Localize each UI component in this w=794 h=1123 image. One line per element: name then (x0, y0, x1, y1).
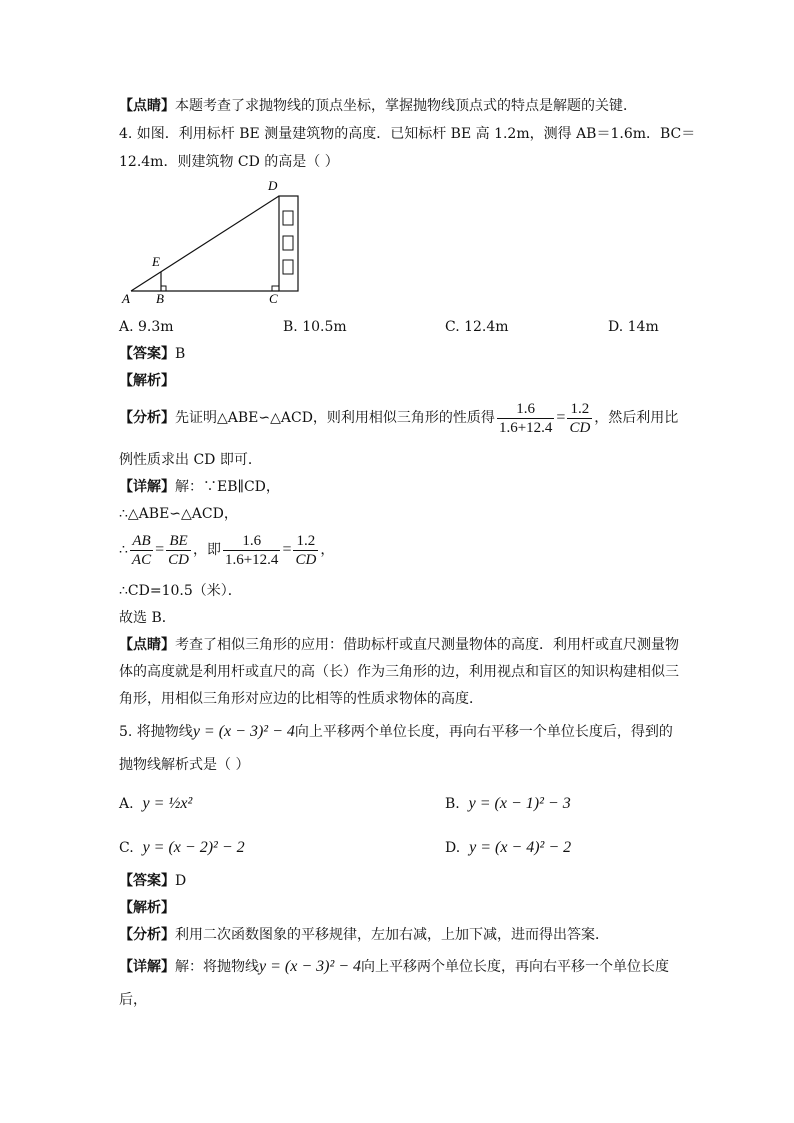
q4-step3: ∴CD=10.5（米）． (119, 583, 242, 599)
q5-answer: 【答案】D (119, 873, 187, 889)
q4-option-c: C. 12.4m (445, 319, 509, 335)
q4-fenxi-line2: 例性质求出 CD 即可． (119, 452, 262, 468)
fraction: $\frac{1.6}{1.6+12.4}$ (498, 400, 553, 436)
q5-option-d: D. y = (x − 4)² − 2 (445, 839, 572, 856)
q4-answer: 【答案】B (119, 346, 186, 362)
q4-analysis-tag: 【解析】 (119, 373, 175, 389)
tip-text: 本题考查了求抛物线的顶点坐标，掌握抛物线顶点式的特点是解题的关键． (175, 98, 637, 114)
q4-tip-line2: 体的高度就是利用杆或直尺的高（长）作为三角形的边，利用视点和盲区的知识构建相似三 (119, 664, 679, 680)
q4-option-a: A. 9.3m (119, 319, 174, 335)
q4-tip-line3: 角形，用相似三角形对应边的比相等的性质求物体的高度． (119, 691, 483, 707)
q5-fenxi: 【分析】利用二次函数图象的平移规律，左加右减，上加下减，进而得出答案． (119, 927, 609, 943)
q4-fenxi: 【分析】先证明△ABE∽△ACD，则利用相似三角形的性质得 $\frac{1.6}{1.6+12.4}$ = $\frac{1.2}{CD}$ ，然后利用比 (119, 400, 679, 436)
q4-tip-line1: 【点睛】考查了相似三角形的应用：借助标杆或直尺测量物体的高度．利用杆或直尺测量物 (119, 637, 679, 653)
fraction: $\frac{AB}{AC}$ (131, 532, 152, 568)
q4-figure (118, 176, 318, 306)
label-E: E (152, 254, 160, 269)
q4-stem-line1: 4. 如图．利用标杆 BE 测量建筑物的高度．已知标杆 BE 高 1.2m，测得 AB＝1.6m．BC＝ (119, 126, 696, 142)
q3-tip (119, 96, 637, 116)
q5-stem-line2: 抛物线解析式是（ ） (119, 757, 250, 773)
q4-detail: 【详解】解：∵EB∥CD， (119, 479, 280, 495)
q4-step1: ∴△ABE∽△ACD， (119, 506, 238, 522)
label-A: A (122, 291, 130, 306)
fraction: $\frac{1.6}{1.6+12.4}$ (224, 532, 279, 568)
q5-detail: 【详解】解：将抛物线y = (x − 3)² − 4向上平移两个单位长度，再向右平移一个单位长度 (119, 958, 670, 975)
fraction: $\frac{1.2}{CD}$ (295, 532, 317, 568)
q4-option-d: D. 14m (608, 319, 659, 335)
q5-stem-line1: 5. 将抛物线y = (x − 3)² − 4向上平移两个单位长度，再向右平移一个单位长度后，得到的 (119, 723, 673, 740)
q5-option-c: C. y = (x − 2)² − 2 (119, 839, 245, 856)
q4-choose: 故选 B． (119, 610, 176, 626)
q4-step2: ∴ $\frac{AB}{AC}$ = $\frac{BE}{CD}$ ，即 $\frac{1.6}{1.6+12.4}$ = $\frac{1.2}{CD}$ ， (119, 532, 335, 568)
label-C: C (269, 291, 278, 306)
fraction: $\frac{1.2}{CD}$ (569, 400, 591, 436)
q4-option-b: B. 10.5m (283, 319, 347, 335)
q4-stem-line2: 12.4m．则建筑物 CD 的高是（ ） (119, 154, 339, 170)
label-D: D (268, 178, 278, 193)
label-B: B (156, 291, 164, 306)
tip-tag: 【点睛】 (119, 98, 175, 114)
q5-option-b: B. y = (x − 1)² − 3 (445, 795, 571, 812)
q5-detail-line2: 后， (119, 992, 147, 1008)
q5-option-a: A. y = ½x² (119, 795, 193, 812)
fraction: $\frac{BE}{CD}$ (168, 532, 189, 568)
q5-analysis-tag: 【解析】 (119, 900, 175, 916)
